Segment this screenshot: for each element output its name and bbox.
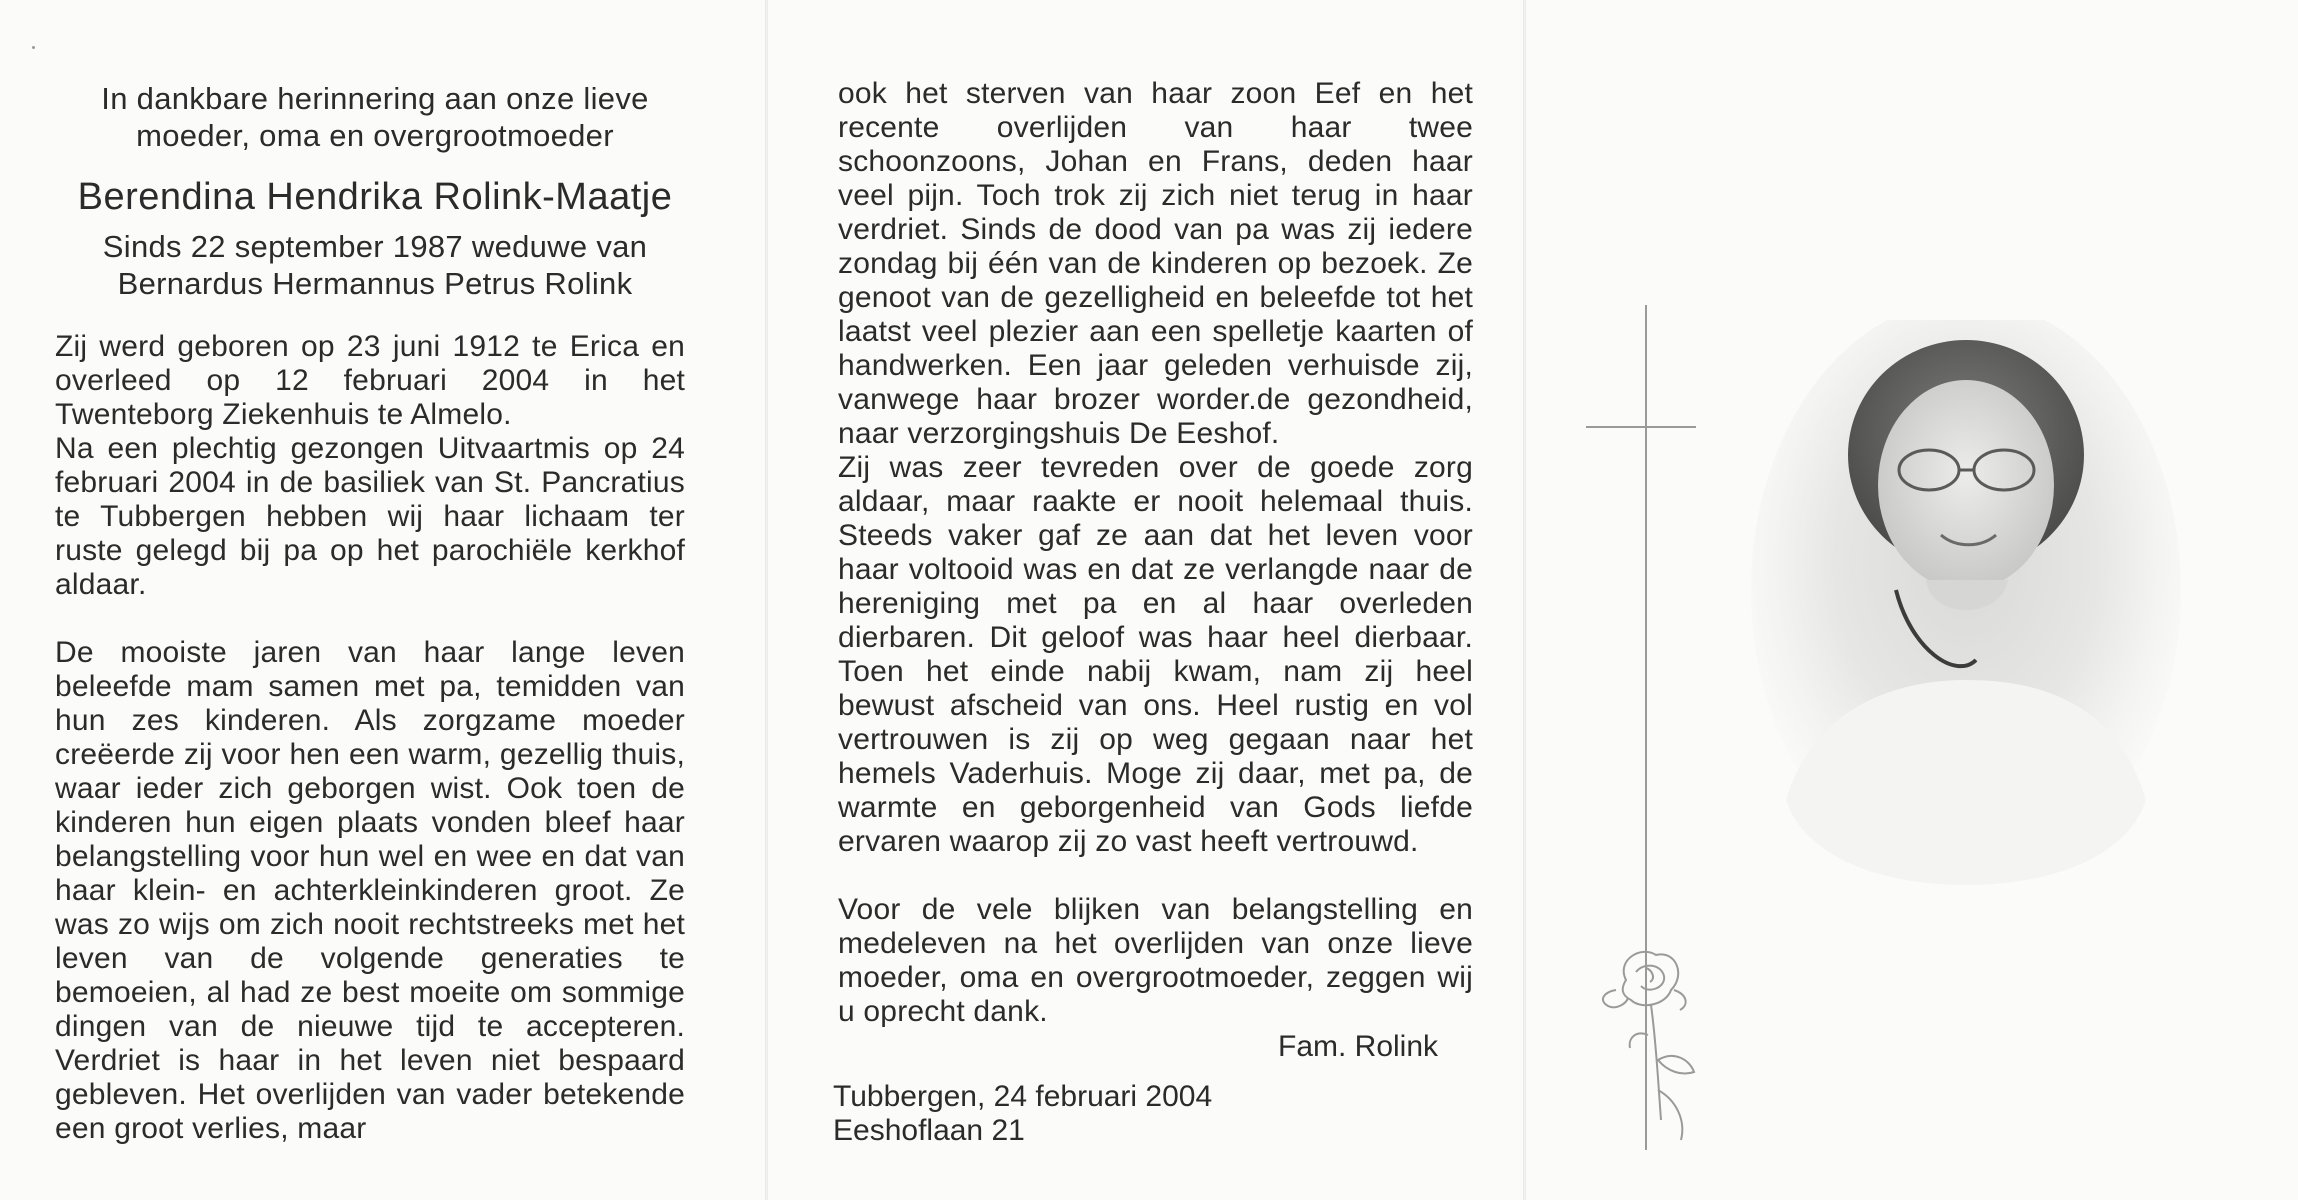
widow-line-1: Sinds 22 september 1987 weduwe van — [102, 229, 648, 264]
speck — [32, 46, 35, 49]
life-paragraph: De mooiste jaren van haar lange leven beleefde mam samen met pa, temidden van hun zes kinderen. Als zorgzame moeder creëerde zij voor hen een warm, gezellig thuis, waar ieder zich geborgen wist. Ook toen de kinderen hun eigen plaats vonden bleef haar belangstelling voor hun wel en wee en dat van haar klein- en achterkleinkinderen groot. Ze was zo wijs om zich nooit rechtstreeks met het leven van de volgende generaties te bemoeien, al had ze best moeite om sommige dingen van de nieuwe tijd te accepteren. Verdriet is haar in het leven niet bespaard gebleven. Het overlijden van vader betekende een groot verlies, maar — [55, 636, 685, 1145]
family-signature: Fam. Rolink — [1278, 1030, 1439, 1063]
intro-text — [55, 80, 695, 154]
place-date-address: Tubbergen, 24 februari 2004 Eeshoflaan 21 — [833, 1080, 1213, 1147]
thanks-paragraph: Voor de vele blijken van belangstelling en medeleven na het overlijden van onze lieve moeder, oma en overgrootmoeder, zeggen wij u oprecht dank. — [838, 893, 1473, 1028]
left-panel — [0, 0, 765, 1200]
deceased-name: Berendina Hendrika Rolink-Maatje — [77, 176, 673, 218]
intro-line-2: moeder, oma en overgrootmoeder — [136, 118, 614, 153]
life-continued-paragraph: ook het sterven van haar zoon Eef en het recente overlijden van haar twee schoonzoons, Johan en Frans, deden haar veel pijn. Toch trok zij zich niet terug in haar verdriet. Sinds de dood van pa was zij iedere zondag bij één van de kinderen op bezoek. Ze genoot van de gezelligheid en beleefde tot het laatst veel plezier aan een spelletje kaarten of handwerken. Een jaar geleden verhuisde zij, vanwege haar brozer worder.de gezondheid, naar verzorgingshuis De Eeshof. Zij was zeer tevreden over de goede zorg aldaar, maar raakte er nooit helemaal thuis. Steeds vaker gaf ze aan dat het leven voor haar voltooid was en dat ze verlangde naar de hereniging met pa en al haar overleden dierbaren. Dit geloof was haar heel dierbaar. Toen het einde nabij kwam, nam zij heel bewust afscheid van ons. Heel rustig en vol vertrouwen is zij op weg gegaan naar het hemels Vaderhuis. Moge zij daar, met pa, de warmte en geborgenheid van Gods liefde ervaren waarop zij zo vast heeft vertrouwd. — [838, 77, 1473, 858]
portrait-photo — [1746, 320, 2186, 890]
cross-with-rose-icon — [1586, 300, 1696, 1160]
portrait-image — [1746, 320, 2186, 890]
birth-death-paragraph: Zij werd geboren op 23 juni 1912 te Erica en overleed op 12 februari 2004 in het Twenteborg Ziekenhuis te Almelo. Na een plechtig gezongen Uitvaartmis op 24 februari 2004 in de basiliek van St. Pancratius te Tubbergen hebben wij haar lichaam ter ruste gelegd bij pa op het parochiële kerkhof aldaar. — [55, 330, 685, 601]
middle-panel — [768, 0, 1523, 1200]
widow-line-2: Bernardus Hermannus Petrus Rolink — [117, 266, 633, 301]
widow-text — [55, 228, 695, 302]
right-panel — [1526, 0, 2298, 1200]
intro-line-1: In dankbare herinnering aan onze lieve — [101, 81, 649, 116]
